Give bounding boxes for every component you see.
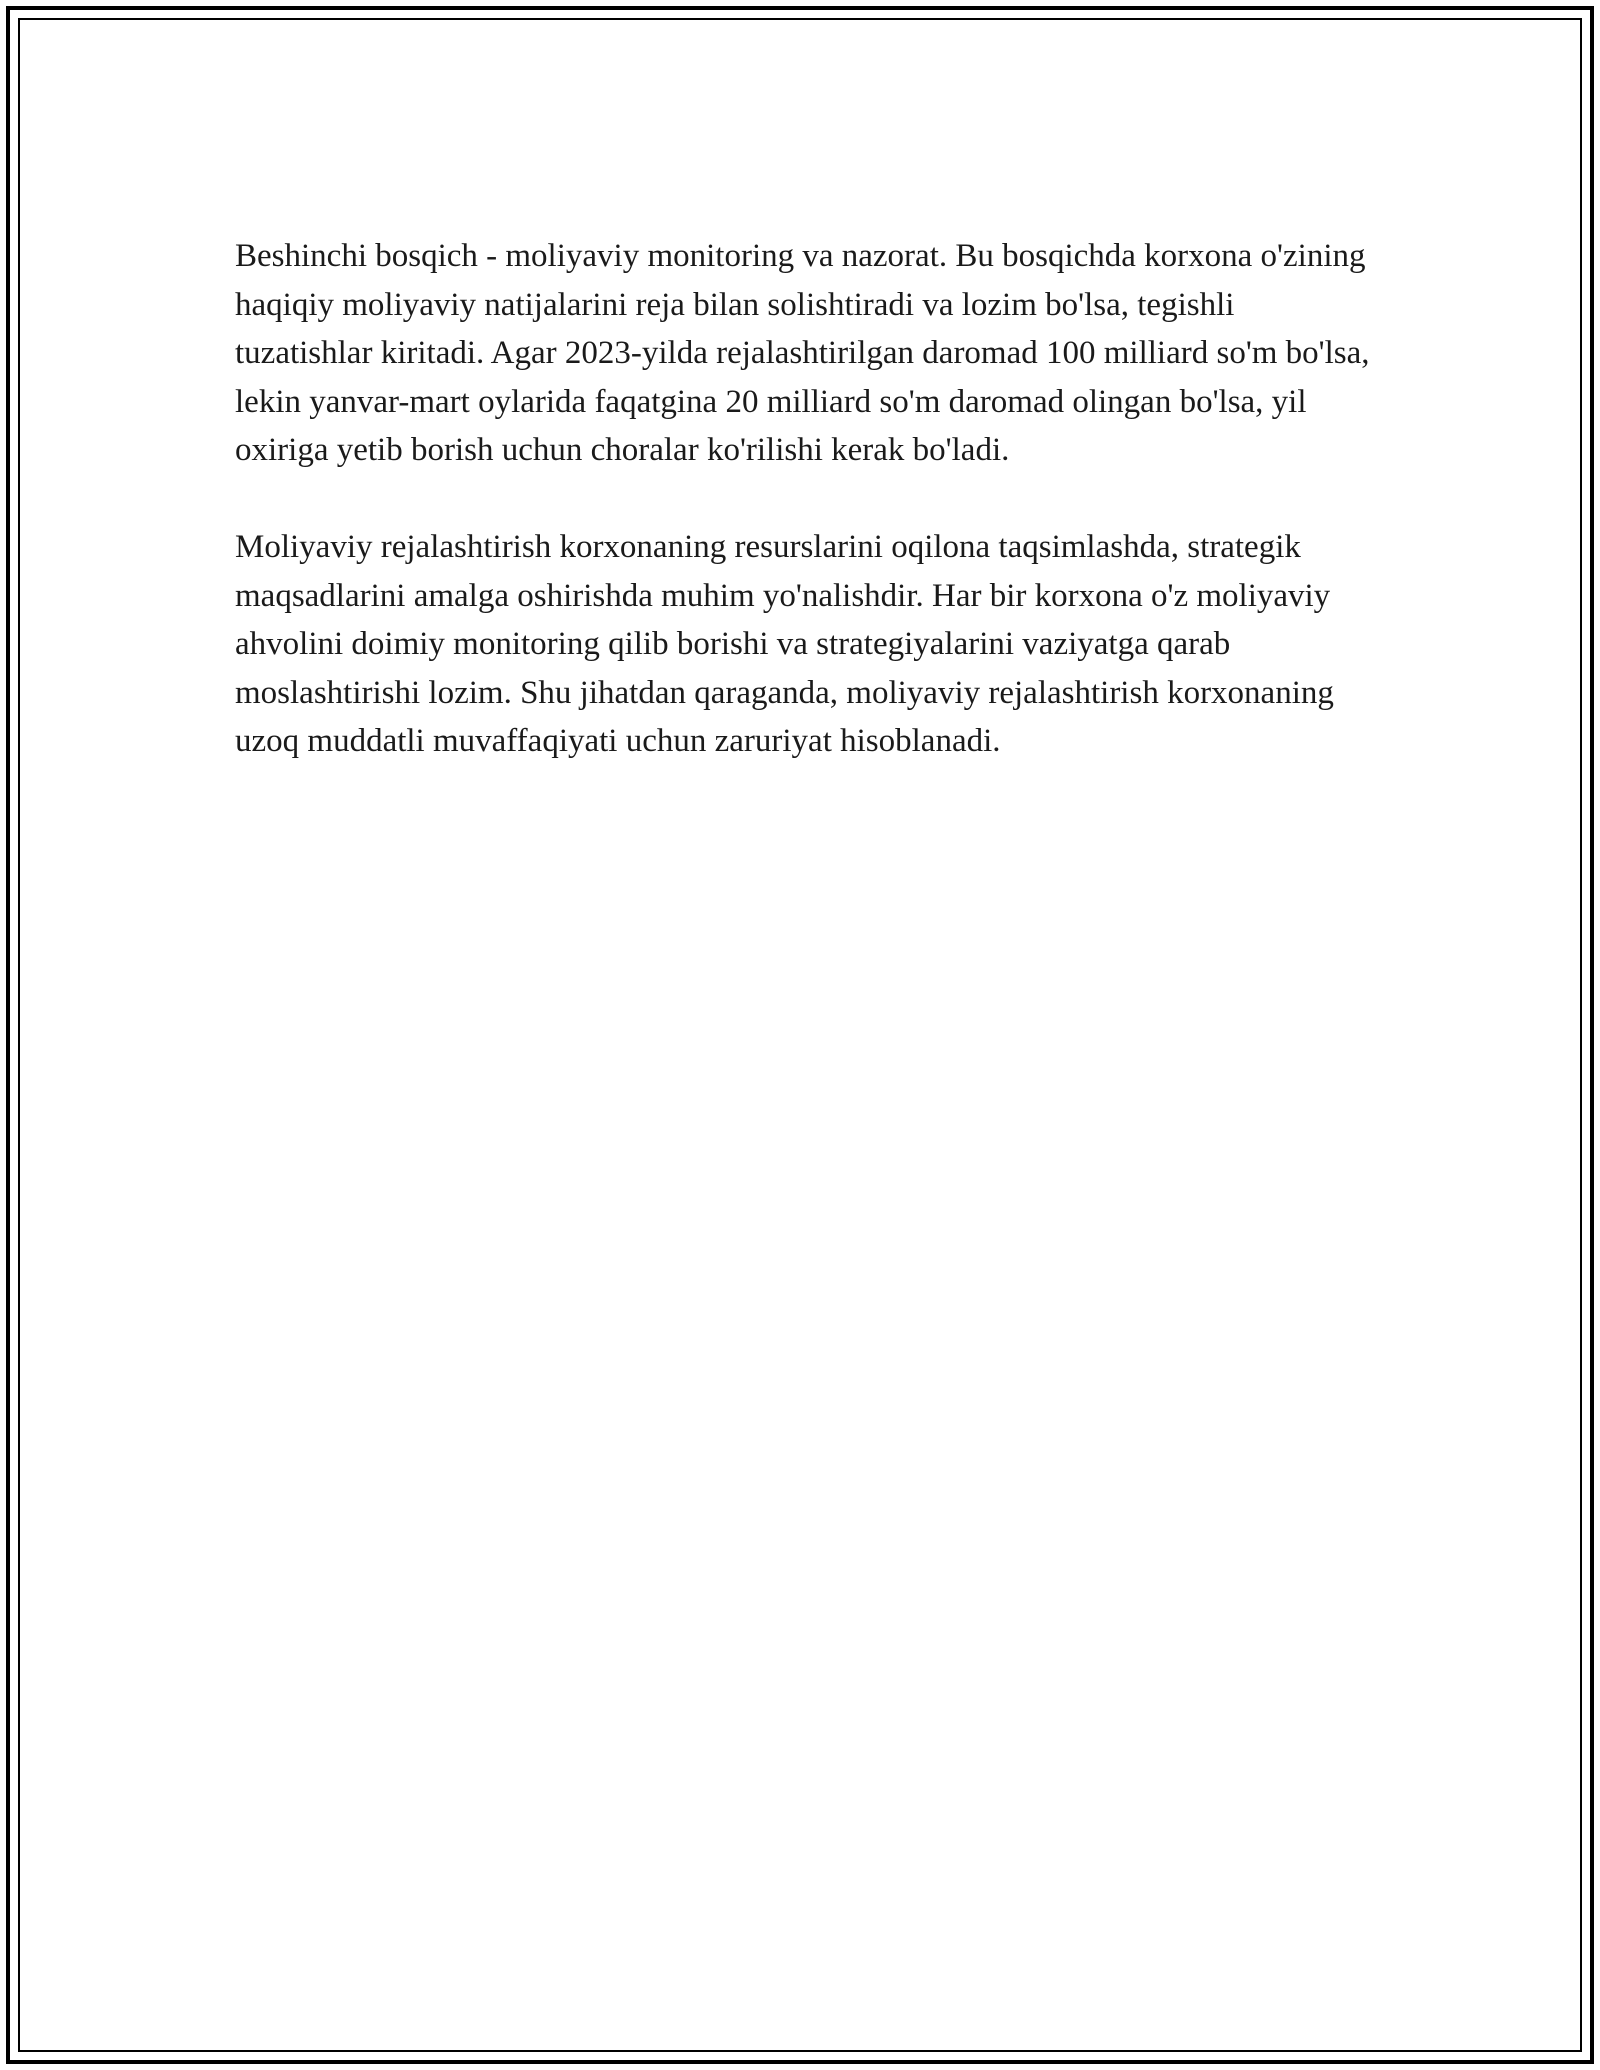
paragraph-monitoring: Beshinchi bosqich - moliyaviy monitoring va nazorat. Bu bosqichda korxona o'zining haqiqiy moliyaviy natijalarini reja bilan solishtiradi va lozim bo'lsa, tegishli tuzatishlar kiritadi. Agar 2023-yilda rejalashtirilgan daromad 100 milliard so'm bo'lsa, lekin yanvar-mart oylarida faqatgina 20 milliard so'm daromad olingan bo'lsa, yil oxiriga yetib borish uchun choralar ko'rilishi kerak bo'ladi. [235, 238, 1370, 468]
paragraph-conclusion: Moliyaviy rejalashtirish korxonaning resurslarini oqilona taqsimlashda, strategik maqsadlarini amalga oshirishda muhim yo'nalishdir. Har bir korxona o'z moliyaviy ahvolini doimiy monitoring qilib borishi va strategiyalarini vaziyatga qarab moslashtirishi lozim. Shu jihatdan qaraganda, moliyaviy rejalashtirish korxonaning uzoq muddatli muvaffaqiyati uchun zaruriyat hisoblanadi. [235, 529, 1334, 759]
document-body [235, 232, 1380, 814]
